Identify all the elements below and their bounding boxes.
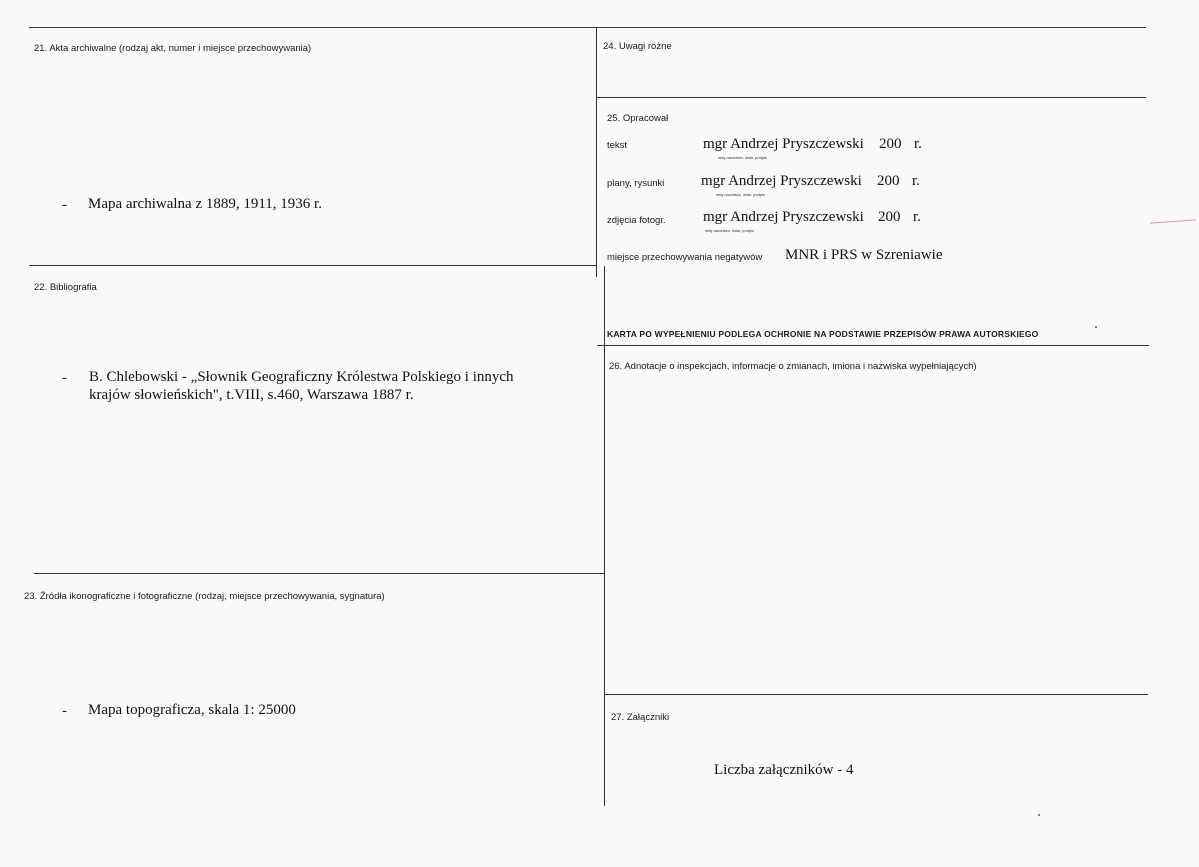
row-zdjecia-suffix: r.: [913, 209, 921, 225]
divider-21-22: [29, 265, 597, 266]
row-tekst-name: mgr Andrzej Pryszczewski: [703, 136, 864, 152]
row-tekst-suffix: r.: [914, 136, 922, 152]
section-22-bullet: -: [62, 370, 67, 386]
row-zdjecia-year: 200: [878, 209, 901, 225]
row-plany-caption: imię,nazwisko, data, podpis: [716, 192, 765, 197]
scan-speck: [1095, 326, 1097, 328]
section-27-label: 27. Załączniki: [611, 712, 670, 723]
divider-25-26: [597, 345, 1149, 346]
row-plany-year: 200: [877, 173, 900, 189]
row-tekst-label: tekst: [607, 140, 628, 151]
section-21-item: Mapa archiwalna z 1889, 1911, 1936 r.: [88, 196, 322, 212]
divider-24-25: [597, 97, 1146, 98]
negatives-label: miejsce przechowywania negatywów: [607, 252, 763, 263]
row-plany-suffix: r.: [912, 173, 920, 189]
section-25-label: 25. Opracował: [607, 113, 669, 124]
section-24-label: 24. Uwagi różne: [603, 41, 672, 52]
row-zdjecia-label: zdjęcia fotogr.: [607, 215, 666, 226]
copyright-notice: KARTA PO WYPEŁNIENIU PODLEGA OCHRONIE NA PODSTAWIE PRZEPISÓW PRAWA AUTORSKIEGO: [607, 329, 1039, 339]
divider-22-23: [34, 573, 605, 574]
divider-26-27: [605, 694, 1148, 695]
row-plany-label: plany, rysunki: [607, 178, 665, 189]
negatives-value: MNR i PRS w Szreniawie: [785, 247, 943, 263]
section-21-bullet: -: [62, 197, 67, 213]
section-23-label: 23. Źródła ikonograficzne i fotograficzne (rodzaj, miejsce przechowywania, sygnatura): [24, 591, 385, 602]
scan-speck: [1038, 814, 1040, 816]
section-23-item: Mapa topograficza, skala 1: 25000: [88, 702, 296, 718]
row-tekst-year: 200: [879, 136, 902, 152]
section-27-value: Liczba załączników - 4: [714, 762, 854, 778]
top-border-line: [29, 27, 1146, 28]
section-22-label: 22. Bibliografia: [34, 282, 97, 293]
section-21-label: 21. Akta archiwalne (rodzaj akt, numer i miejsce przechowywania): [34, 43, 312, 54]
center-divider: [596, 27, 597, 277]
section-26-label: 26. Adnotacje o inspekcjach, informacje o zmianach, imiona i nazwiska wypełniających): [609, 361, 977, 372]
pink-margin-mark: [1150, 219, 1196, 223]
row-plany-name: mgr Andrzej Pryszczewski: [701, 173, 862, 189]
section-22-item-line2: krajów słowieńskich", t.VIII, s.460, Warszawa 1887 r.: [89, 387, 414, 403]
row-zdjecia-caption: imię,nazwisko, data, podpis: [705, 228, 754, 233]
section-22-item-line1: B. Chlebowski - „Słownik Geograficzny Królestwa Polskiego i innych: [89, 369, 514, 385]
section-23-bullet: -: [62, 703, 67, 719]
row-tekst-caption: imię,nazwisko, data, podpis: [718, 155, 767, 160]
center-divider-lower: [604, 266, 605, 806]
row-zdjecia-name: mgr Andrzej Pryszczewski: [703, 209, 864, 225]
